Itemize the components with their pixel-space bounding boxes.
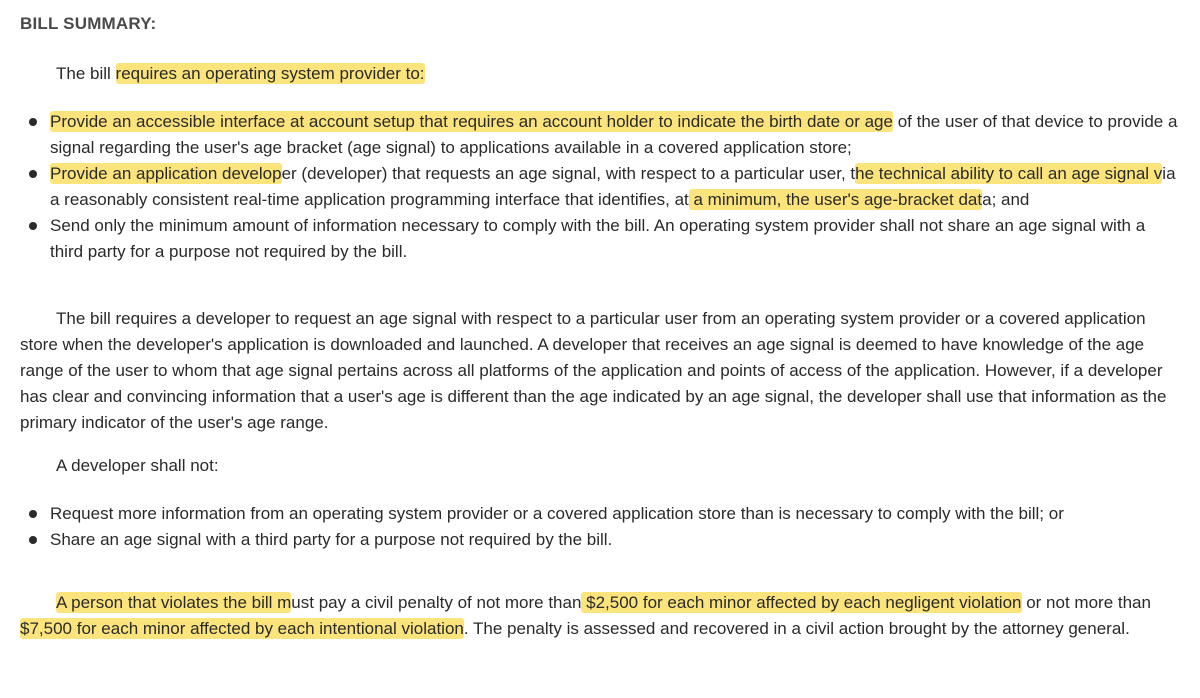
highlight: requires an operating system provider to: [115, 64, 425, 83]
list-item-text: er (developer) that requests an age signal, with respect to a particular user, t [281, 164, 856, 183]
developer-shall-not-line: A developer shall not: [56, 456, 219, 475]
bullet-icon [29, 118, 37, 126]
highlight: A person that violates the bill m [56, 593, 292, 612]
developer-paragraph: The bill requires a developer to request an age signal with respect to a particular user from an operating system provider or a covered application store when the developer's application is downloaded and launched. A developer that receives an age signal is deemed to have knowledge of the age range of the user to whom that age signal pertains across all platforms of the application and points of access of the application. However, if a developer has clear and convincing information that a user's age is different than the age indicated by an age signal, the developer shall use that information as the primary indicator of the user's age range. [20, 309, 1167, 432]
section-heading: BILL SUMMARY: [20, 14, 157, 33]
intro-line [56, 61, 425, 87]
developer-prohibitions-list [20, 501, 1180, 553]
list-item [20, 501, 1180, 527]
list-item-text: a; and [982, 190, 1030, 209]
list-item [20, 213, 1180, 265]
bullet-icon [29, 510, 37, 518]
highlight: $2,500 for each minor affected by each negligent violation [581, 593, 1022, 612]
bullet-icon [29, 222, 37, 230]
intro-text: The bill [56, 64, 116, 83]
highlight: Provide an accessible interface at account setup that requires an account holder to indicate the birth date or age [50, 112, 893, 131]
os-provider-requirements-list [20, 109, 1180, 265]
penalty-text: . The penalty is assessed and recovered in a civil action brought by the attorney general. [463, 619, 1130, 638]
bullet-icon [29, 536, 37, 544]
list-item-text: of the user of that device to provide a signal regarding the user's age bracket (age signal) to applications available in a covered application store; [50, 112, 1178, 157]
highlight: Provide an application develop [50, 164, 282, 183]
list-item [20, 527, 1180, 553]
list-item-text: Request more information from an operating system provider or a covered application store than is necessary to comply with the bill; or [50, 504, 1064, 523]
bullet-icon [29, 170, 37, 178]
list-item [20, 161, 1180, 213]
highlight: he technical ability to call an age signal v [855, 164, 1163, 183]
highlight: $7,500 for each minor affected by each intentional violation [20, 619, 464, 638]
list-item-text: Share an age signal with a third party for a purpose not required by the bill. [50, 530, 613, 549]
penalty-paragraph [20, 590, 1180, 642]
list-item [20, 109, 1180, 161]
highlight: a minimum, the user's age-bracket dat [688, 190, 983, 209]
penalty-text: or not more than [1021, 593, 1151, 612]
list-item-text: Send only the minimum amount of information necessary to comply with the bill. An operating system provider shall not share an age signal with a third party for a purpose not required by the bill. [50, 216, 1146, 261]
list-item-text: ia a reasonably consistent real-time application programming interface that identifies, at [50, 164, 1176, 209]
penalty-text: ust pay a civil penalty of not more than [291, 593, 582, 612]
